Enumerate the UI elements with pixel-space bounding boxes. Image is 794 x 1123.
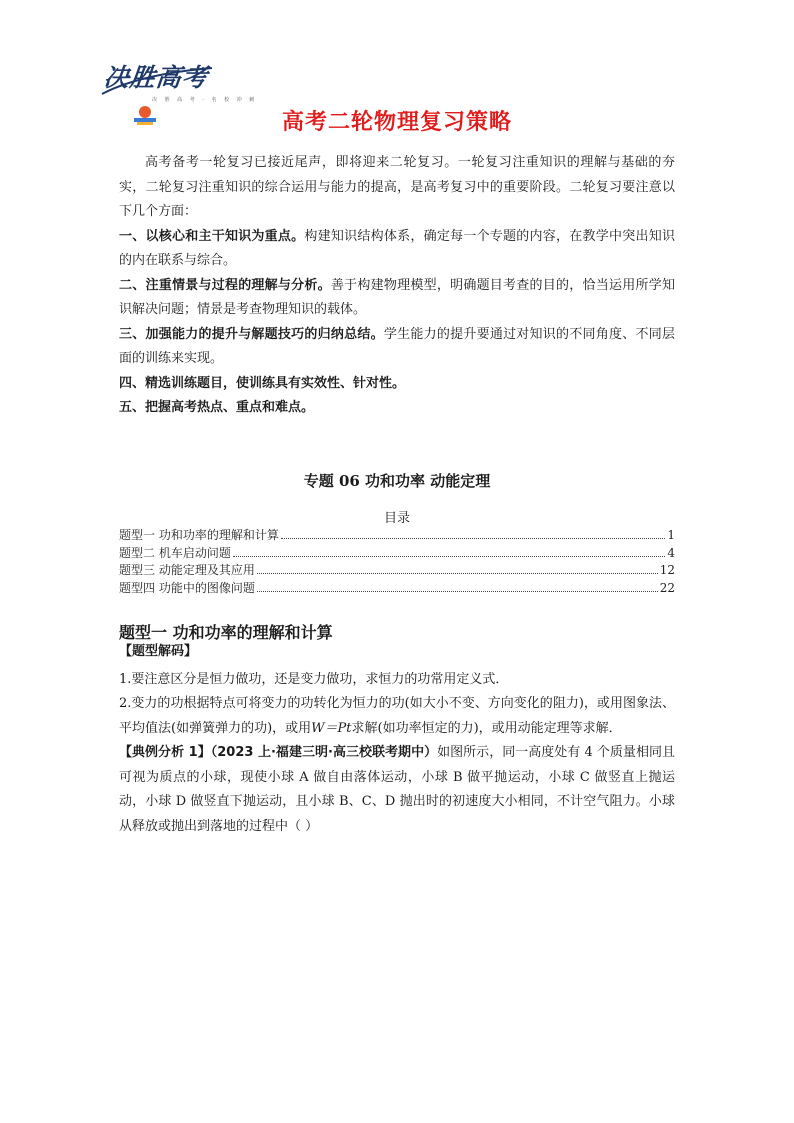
intro-section [119, 151, 675, 421]
intro-point-4: 四、精选训练题目，使训练具有实效性、针对性。 [119, 375, 406, 391]
section-body [119, 640, 675, 839]
intro-point-5: 五、把握高考热点、重点和难点。 [119, 400, 315, 415]
toc-item[interactable]: 题型二 机车启动问题 4 [119, 545, 675, 560]
topic-title: 专题 06 功和功率 动能定理 [303, 472, 491, 490]
page-title: 高考二轮物理复习策略 [281, 110, 512, 135]
intro-point-2: 二、注重情景与过程的理解与分析。善于构建物理模型，明确题目考查的目的，恰当运用所学知识解决问题；情景是考查物理知识的载体。 [119, 277, 675, 317]
logo-text: 决胜高考 [102, 63, 210, 92]
section-tag: 【题型解码】 [119, 644, 198, 659]
intro-paragraph: 高考备考一轮复习已接近尾声，即将迎来二轮复习。一轮复习注重知识的理解与基础的夯实，二轮复习注重知识的综合运用与能力的提高，是高考复习中的重要阶段。二轮复习要注意以下几个方面： [119, 155, 675, 219]
method-item-2: 2.变力的功根据特点可将变力的功转化为恒力的功(如大小不变、方向变化的阻力)，或用图象法、平均值法(如弹簧弹力的功)，或用W＝Pt求解(如功率恒定的力)，或用动能定理等求解． [119, 696, 675, 736]
toc-item[interactable]: 题型四 功能中的图像问题 22 [119, 580, 675, 595]
section-heading: 题型一 功和功率的理解和计算 [119, 623, 333, 642]
method-item-1: 1.要注意区分是恒力做功，还是变力做功，求恒力的功常用定义式． [119, 671, 509, 687]
table-of-contents [119, 526, 675, 596]
logo-tagline: 决 胜 高 考 · 名 校 冲 刺 [152, 97, 258, 103]
toc-title: 目录 [383, 511, 410, 526]
toc-item[interactable]: 题型一 功和功率的理解和计算 1 [119, 528, 675, 542]
intro-point-1: 一、以核心和主干知识为重点。构建知识结构体系，确定每一个专题的内容，在教学中突出知识的内在联系与综合。 [119, 228, 675, 268]
toc-item[interactable]: 题型三 动能定理及其应用 12 [119, 563, 675, 577]
example-1: 【典例分析 1】（2023 上·福建三明·高三校联考期中）如图所示，同一高度处有 4 个质量相同且可视为质点的小球，现使小球 A 做自由落体运动，小球 B 做平抛运动，小球 C 做竖直上抛运动，小球 D 做竖直下抛运动，且小球 B、C、D 抛出时的初速度大小相同，不计空气阻力。小球从释放或抛出到落地的过程中（ ） [119, 745, 675, 834]
intro-point-3: 三、加强能力的提升与解题技巧的归纳总结。学生能力的提升要通过对知识的不同角度、不同层面的训练来实现。 [119, 326, 675, 366]
